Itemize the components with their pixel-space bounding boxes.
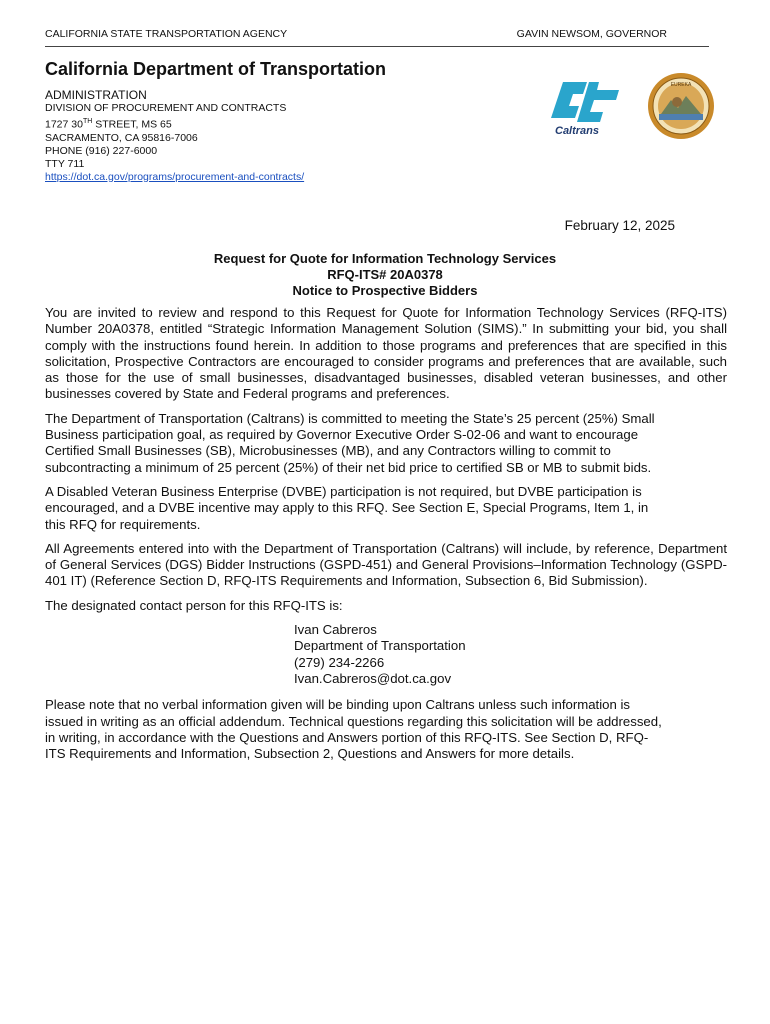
governor-name: GAVIN NEWSOM, GOVERNOR (516, 28, 667, 40)
contact-block (294, 622, 727, 687)
letter-body (45, 305, 727, 770)
heading-line-notice: Notice to Prospective Bidders (292, 283, 478, 298)
contact-org: Department of Transportation (294, 638, 466, 654)
header-divider (45, 46, 709, 47)
paragraph-small-business: The Department of Transportation (Caltrans) is committed to meeting the State’s 25 percent (25%) Small Business participation goal, as required by Governor Executive Order S-02-06 and want to encourage Certified Small Businesses (SB), Microbusinesses (MB), and any Contractors willing to commit to subcontracting a minimum of 25 percent (25%) of their net bid price to certified SB or MB to submit bids. (45, 410, 655, 475)
paragraph-contact-intro: The designated contact person for this RFQ-ITS is: (45, 597, 343, 613)
paragraph-invitation: You are invited to review and respond to this Request for Quote for Information Technology Services (RFQ-ITS) Number 20A0378, entitled “Strategic Information Management Solution (SIMS).” In submitting your bid, you shall comply with the instructions found herein. In addition to those programs and preferences that are specified in this solicitation, Prospective Contractors are encouraged to consider programs and preferences that are available, such as those for the use of small businesses, disadvantaged businesses, disabled veteran businesses, and other businesses covered by State and Federal programs and preferences. (45, 305, 727, 402)
address-line-phone: PHONE (916) 227-6000 (45, 144, 158, 157)
paragraph-agreements: All Agreements entered into with the Department of Transportation (Caltrans) will include, by reference, Department of General Services (DGS) Bidder Instructions (GSPD-451) and General Provisions–Information Technology (GSPD-401 IT) (Reference Section D, RFQ-ITS Requirements and Information, Subsection 6, Bid Submission). (45, 540, 727, 589)
agency-name: CALIFORNIA STATE TRANSPORTATION AGENCY (45, 28, 288, 40)
caltrans-logo (545, 72, 715, 144)
procurement-link[interactable]: https://dot.ca.gov/programs/procurement-and-contracts/ (45, 170, 305, 183)
top-header (45, 28, 709, 46)
svg-text:Caltrans: Caltrans (555, 125, 600, 137)
paragraph-closing: Please note that no verbal information given will be binding upon Caltrans unless such information is issued in writing as an official addendum. Technical questions regarding this solicitation will be addressed, in writing, in accordance with the Questions and Answers portion of this RFQ-ITS. See Section D, RFQ-ITS Requirements and Information, Subsection 2, Questions and Answers for more details. (45, 697, 662, 762)
heading-line-title: Request for Quote for Information Technology Services (213, 251, 557, 266)
heading-line-number: RFQ-ITS# 20A0378 (327, 267, 443, 282)
contact-email: Ivan.Cabreros@dot.ca.gov (294, 670, 452, 686)
contact-phone: (279) 234-2266 (294, 654, 385, 670)
address-line-street: 1727 30TH STREET, MS 65 (45, 118, 172, 131)
letter-heading (0, 251, 770, 299)
division-label: ADMINISTRATION (45, 88, 147, 102)
contact-name: Ivan Cabreros (294, 622, 377, 638)
address-block (45, 88, 304, 184)
logo-area (545, 72, 715, 144)
address-line-tty: TTY 711 (45, 157, 85, 170)
department-title: California Department of Transportation (45, 59, 387, 79)
paragraph-dvbe: A Disabled Veteran Business Enterprise (DVBE) participation is not required, but DVBE participation is encouraged, and a DVBE incentive may apply to this RFQ. See Section E, Special Programs, Item 1, in this RFQ for requirements. (45, 483, 649, 532)
address-line-city: SACRAMENTO, CA 95816-7006 (45, 131, 198, 144)
svg-text:EUREKA: EUREKA (670, 82, 692, 88)
letter-date: February 12, 2025 (564, 218, 675, 233)
address-line-division: DIVISION OF PROCUREMENT AND CONTRACTS (45, 102, 287, 114)
